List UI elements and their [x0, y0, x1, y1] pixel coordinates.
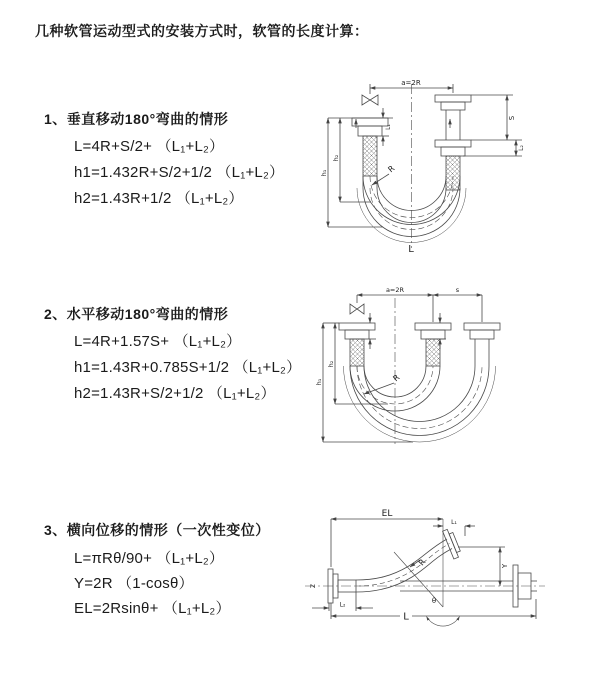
section2-formula-h1: h1=1.43R+0.785S+1/2 （L₁+L₂）	[74, 359, 302, 376]
d1-label-r: R	[386, 163, 397, 175]
d1-right-braided-hose	[446, 156, 460, 190]
d2-valve-icon	[350, 304, 364, 314]
d3-label-z: Z	[308, 583, 316, 589]
d2-linework	[323, 295, 500, 444]
d2-label-a2r: a=2R	[385, 286, 405, 294]
d3-label-theta: θ	[431, 597, 437, 605]
d3-displaced-flange	[443, 528, 463, 559]
section2-heading: 2、水平移动180°弯曲的情形	[44, 306, 229, 322]
d1-label-l: L	[408, 244, 414, 255]
d1-label-h1: h₁	[320, 169, 328, 177]
d2-label-h1: h₁	[315, 378, 323, 386]
d2-label-r: R	[391, 372, 402, 384]
d1-label-l1: L₁	[385, 124, 392, 130]
d3-linework	[305, 519, 545, 626]
d3-label-y: Y	[501, 563, 509, 569]
d2-left-braided-hose	[350, 339, 364, 366]
d3-label-r: R	[416, 557, 428, 568]
d3-label-el: EL	[381, 509, 393, 519]
diagram-lateral-displacement	[300, 503, 600, 648]
section3-heading: 3、横向位移的情形（一次性变位）	[44, 522, 270, 538]
d2-label-s: s	[455, 286, 460, 294]
d3-label-l2: L₂	[339, 601, 346, 609]
d1-label-s: S	[508, 115, 516, 121]
d2-label-h2: h₂	[327, 360, 335, 368]
d1-label-a2r: a=2R	[401, 79, 421, 87]
diagram-vertical-180-bend	[313, 70, 598, 255]
section1-formula-h2: h2=1.43R+1/2 （L₁+L₂）	[74, 190, 244, 207]
section2-formula-h2: h2=1.43R+S/2+1/2 （L₁+L₂）	[74, 385, 276, 402]
section3-formula-el: EL=2Rsinθ+ （L₁+L₂）	[74, 600, 231, 617]
d1-label-l2: L₂	[518, 145, 525, 151]
section3-formula-y: Y=2R （1-cosθ）	[74, 575, 194, 592]
section2-formula-l: L=4R+1.57S+ （L₁+L₂）	[74, 333, 242, 350]
d3-label-l1: L₁	[451, 519, 457, 526]
diagram-horizontal-180-bend	[308, 282, 600, 452]
d1-left-braided-hose	[363, 136, 377, 176]
d3-theta-arc	[427, 617, 460, 627]
d1-valve-icon	[362, 95, 378, 105]
section3-formula-l: L=πRθ/90+ （L₁+L₂）	[74, 550, 225, 567]
section1-heading: 1、垂直移动180°弯曲的情形	[44, 111, 229, 127]
d2-middle-braided-hose	[426, 339, 440, 366]
d1-linework	[328, 84, 522, 248]
d3-label-l: L	[403, 611, 409, 623]
page-title: 几种软管运动型式的安装方式时，软管的长度计算：	[35, 23, 369, 39]
section1-formula-h1: h1=1.432R+S/2+1/2 （L₁+L₂）	[74, 164, 285, 181]
section1-formula-l: L=4R+S/2+ （L₁+L₂）	[74, 138, 225, 155]
d1-label-h2: h₂	[332, 154, 340, 162]
